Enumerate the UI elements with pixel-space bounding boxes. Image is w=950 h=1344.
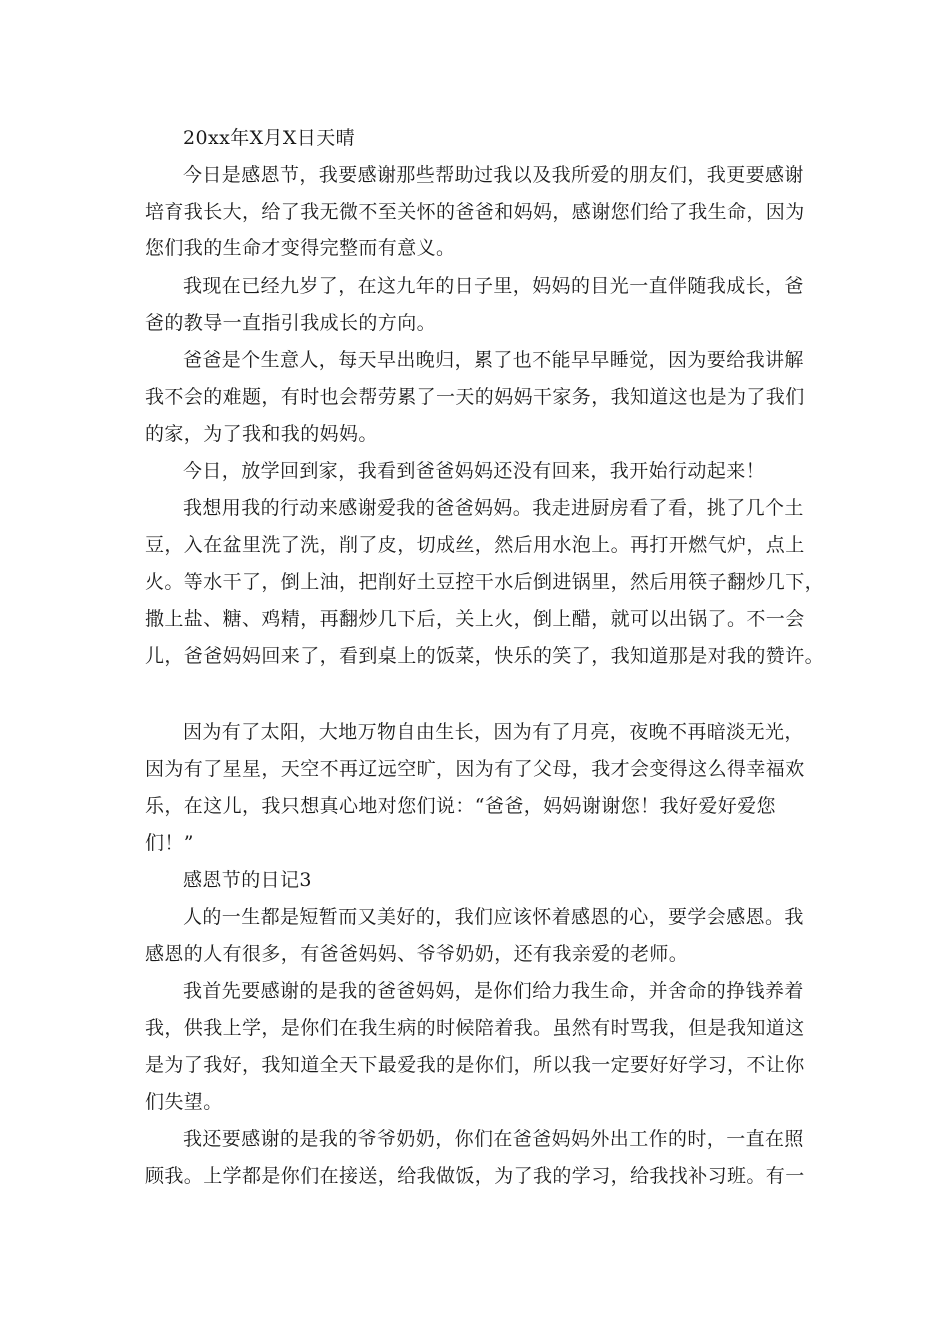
paragraph-5-line-2: 豆，入在盆里洗了洗，削了皮，切成丝，然后用水泡上。再打开燃气炉，点上 <box>145 534 805 556</box>
diary-3-heading: 感恩节的日记3 <box>183 869 312 891</box>
paragraph-3-line-1: 爸爸是个生意人，每天早出晚归，累了也不能早早睡觉，因为要给我讲解 <box>183 349 804 371</box>
date-line: 20xx年X月X日天晴 <box>183 127 356 149</box>
paragraph-7-line-1: 人的一生都是短暂而又美好的，我们应该怀着感恩的心，要学会感恩。我 <box>183 906 804 928</box>
paragraph-1-line-2: 培育我长大，给了我无微不至关怀的爸爸和妈妈，感谢您们给了我生命，因为 <box>145 201 805 223</box>
paragraph-9-line-1: 我还要感谢的是我的爷爷奶奶，你们在爸爸妈妈外出工作的时，一直在照 <box>183 1128 804 1150</box>
paragraph-2-line-1: 我现在已经九岁了，在这九年的日子里，妈妈的目光一直伴随我成长，爸 <box>183 275 804 297</box>
paragraph-5-line-4: 撒上盐、糖、鸡精，再翻炒几下后，关上火，倒上醋，就可以出锅了。不一会 <box>145 608 805 630</box>
paragraph-3-line-3: 的家，为了我和我的妈妈。 <box>145 423 378 445</box>
paragraph-7-line-2: 感恩的人有很多，有爸爸妈妈、爷爷奶奶，还有我亲爱的老师。 <box>145 943 689 965</box>
paragraph-1-line-1: 今日是感恩节，我要感谢那些帮助过我以及我所爱的朋友们，我更要感谢 <box>183 164 804 186</box>
paragraph-6-line-3: 乐，在这儿，我只想真心地对您们说：“爸爸，妈妈谢谢您！我好爱好爱您 <box>145 795 776 817</box>
paragraph-1-line-3: 您们我的生命才变得完整而有意义。 <box>145 237 456 259</box>
paragraph-2-line-2: 爸的教导一直指引我成长的方向。 <box>145 312 437 334</box>
paragraph-8-line-4: 们失望。 <box>145 1091 223 1113</box>
paragraph-5-line-1: 我想用我的行动来感谢爱我的爸爸妈妈。我走进厨房看了看，挑了几个土 <box>183 497 804 519</box>
paragraph-6-line-4: 们！” <box>145 832 194 854</box>
paragraph-9-line-2: 顾我。上学都是你们在接送，给我做饭，为了我的学习，给我找补习班。有一 <box>145 1165 805 1187</box>
paragraph-4-line-1: 今日，放学回到家，我看到爸爸妈妈还没有回来，我开始行动起来！ <box>183 460 766 482</box>
paragraph-5-line-5: 儿，爸爸妈妈回来了，看到桌上的饭菜，快乐的笑了，我知道那是对我的赞许。 <box>145 645 825 667</box>
paragraph-3-line-2: 我不会的难题，有时也会帮劳累了一天的妈妈干家务，我知道这也是为了我们 <box>145 386 805 408</box>
paragraph-8-line-3: 是为了我好，我知道全天下最爱我的是你们，所以我一定要好好学习，不让你 <box>145 1054 805 1076</box>
paragraph-6-line-1: 因为有了太阳，大地万物自由生长，因为有了月亮，夜晚不再暗淡无光， <box>183 721 804 743</box>
paragraph-6-line-2: 因为有了星星，天空不再辽远空旷，因为有了父母，我才会变得这么得幸福欢 <box>145 758 805 780</box>
paragraph-8-line-1: 我首先要感谢的是我的爸爸妈妈，是你们给力我生命，并舍命的挣钱养着 <box>183 980 804 1002</box>
paragraph-5-line-3: 火。等水干了，倒上油，把削好土豆控干水后倒进锅里，然后用筷子翻炒几下， <box>145 571 825 593</box>
paragraph-8-line-2: 我，供我上学，是你们在我生病的时候陪着我。虽然有时骂我，但是我知道这 <box>145 1017 805 1039</box>
